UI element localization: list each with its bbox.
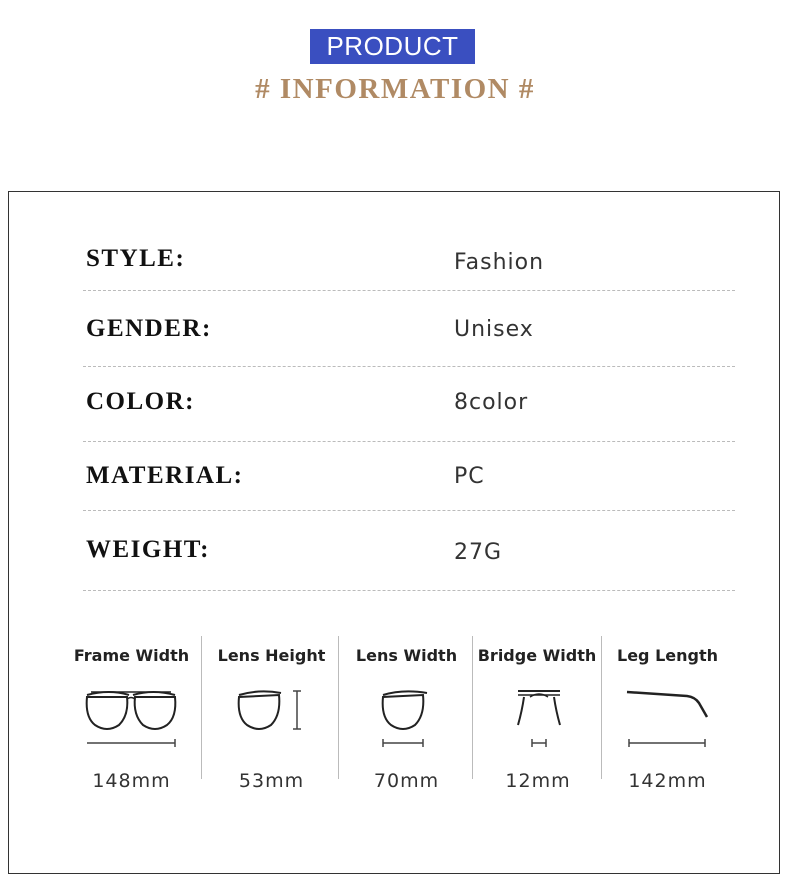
spec-value-color: 8color: [454, 390, 529, 415]
dim-value-frame-width: 148mm: [92, 770, 171, 792]
dim-value-leg-length: 142mm: [628, 770, 707, 792]
product-badge: PRODUCT: [310, 29, 475, 64]
lens-width-icon: [379, 687, 439, 747]
spec-label-gender: GENDER:: [86, 315, 212, 342]
dim-title-lens-width: Lens Width: [355, 646, 458, 665]
dim-title-lens-height: Lens Height: [217, 646, 326, 665]
frame-width-icon: [81, 687, 181, 747]
row-divider: [83, 590, 735, 591]
spec-label-color: COLOR:: [86, 388, 195, 415]
spec-label-weight: WEIGHT:: [86, 536, 210, 563]
row-divider: [83, 441, 735, 442]
leg-length-icon: [625, 687, 715, 747]
row-divider: [83, 366, 735, 367]
row-divider: [83, 290, 735, 291]
column-divider: [338, 636, 339, 779]
spec-value-style: Fashion: [454, 250, 545, 275]
spec-value-material: PC: [454, 464, 485, 489]
column-divider: [201, 636, 202, 779]
dim-value-bridge-width: 12mm: [505, 770, 571, 792]
column-divider: [601, 636, 602, 779]
spec-label-style: STYLE:: [86, 245, 186, 272]
spec-value-gender: Unisex: [454, 317, 534, 342]
information-heading: # INFORMATION #: [255, 73, 535, 105]
bridge-width-icon: [514, 687, 564, 747]
row-divider: [83, 510, 735, 511]
column-divider: [472, 636, 473, 779]
spec-label-material: MATERIAL:: [86, 462, 244, 489]
spec-value-weight: 27G: [454, 540, 503, 565]
dim-title-leg-length: Leg Length: [617, 646, 718, 665]
dim-title-bridge-width: Bridge Width: [477, 646, 597, 665]
lens-height-icon: [235, 687, 305, 733]
dim-value-lens-height: 53mm: [238, 770, 305, 792]
dim-title-frame-width: Frame Width: [73, 646, 190, 665]
spec-panel: [8, 191, 780, 874]
dim-value-lens-width: 70mm: [373, 770, 440, 792]
